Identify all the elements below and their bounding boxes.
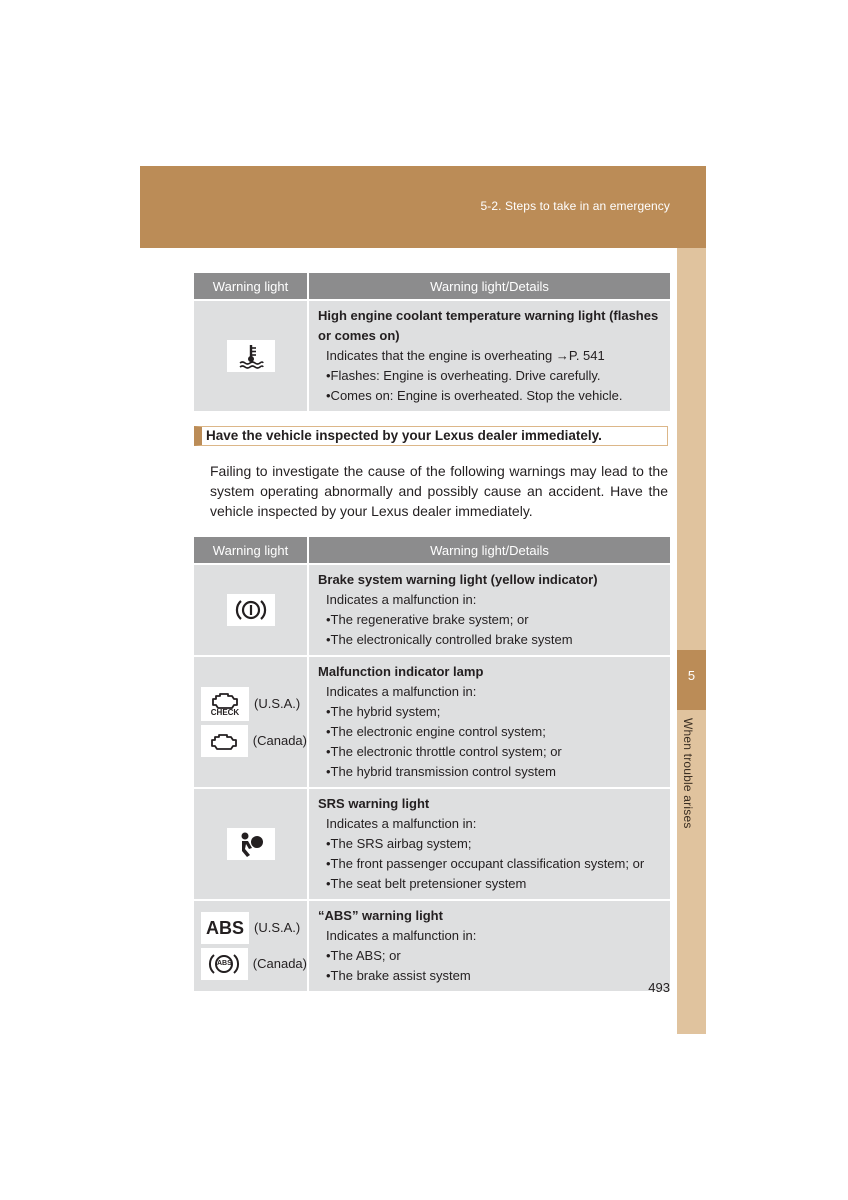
abs-text-icon (201, 912, 249, 944)
warning-indicates: Indicates that the engine is overheating →P. 541 (326, 348, 605, 363)
warning-title: Malfunction indicator lamp (318, 664, 484, 679)
warning-indicates: Indicates a malfunction in: (326, 816, 477, 831)
coolant-temperature-icon (227, 340, 275, 372)
chapter-number: 5 (687, 668, 696, 683)
warning-bullet: •Flashes: Engine is overheating. Drive carefully. (326, 368, 601, 383)
table-row (194, 656, 670, 788)
col-header-details: Warning light/Details (308, 537, 670, 564)
table-row (194, 564, 670, 656)
check-label: CHECK (210, 708, 240, 717)
warning-bullet: •The regenerative brake system; or (326, 612, 529, 627)
warning-title: SRS warning light (318, 796, 430, 811)
warning-table-2 (194, 537, 670, 991)
chapter-title: When trouble arises (681, 718, 695, 829)
warning-title: “ABS” warning light (318, 908, 443, 923)
page-number: 493 (648, 980, 670, 995)
section-title: Have the vehicle inspected by your Lexus dealer immediately. (194, 426, 668, 446)
warning-bullet: •The front passenger occupant classification system; or (326, 856, 645, 871)
warning-indicates: Indicates a malfunction in: (326, 684, 477, 699)
warning-table-1 (194, 273, 670, 411)
warning-indicates: Indicates a malfunction in: (326, 592, 477, 607)
side-tab-strip (677, 248, 706, 1034)
brake-warning-icon (227, 594, 275, 626)
intro-paragraph: Failing to investigate the cause of the following warnings may lead to the system operating abnormally and possibly cause an accident. Have the vehicle inspected by your Lexus dealer immediately. (210, 463, 668, 519)
warning-bullet: •The electronically controlled brake system (326, 632, 573, 647)
region-label: (U.S.A.) (254, 920, 301, 935)
srs-airbag-icon (227, 828, 275, 860)
table-row (194, 900, 670, 991)
engine-icon (201, 725, 248, 757)
warning-bullet: •The brake assist system (326, 968, 471, 983)
abs-circle-icon (201, 948, 248, 980)
table-row (194, 300, 670, 411)
warning-bullet: •The hybrid system; (326, 704, 441, 719)
warning-bullet: •The electronic throttle control system; or (326, 744, 562, 759)
warning-bullet: •The seat belt pretensioner system (326, 876, 527, 891)
warning-bullet: •The SRS airbag system; (326, 836, 472, 851)
section-header: 5-2. Steps to take in an emergency (480, 199, 670, 213)
warning-bullet: •The ABS; or (326, 948, 401, 963)
region-label: (Canada) (252, 733, 307, 748)
col-header-warning-light: Warning light (194, 537, 308, 564)
warning-bullet: •The electronic engine control system; (326, 724, 546, 739)
region-label: (Canada) (252, 956, 307, 971)
warning-indicates: Indicates a malfunction in: (326, 928, 477, 943)
check-engine-icon (201, 687, 249, 721)
warning-title: Brake system warning light (yellow indicator) (318, 572, 598, 587)
warning-bullet: •Comes on: Engine is overheated. Stop the vehicle. (326, 388, 623, 403)
table-row (194, 788, 670, 900)
warning-title: High engine coolant temperature warning light (flashes or comes on) (318, 308, 659, 343)
chapter-tab (677, 650, 706, 710)
abs-text: ABS (205, 918, 244, 938)
region-label: (U.S.A.) (254, 696, 301, 711)
header-band (140, 166, 706, 248)
abs-circle-text: ABS (217, 960, 232, 967)
col-header-details: Warning light/Details (308, 273, 670, 300)
col-header-warning-light: Warning light (194, 273, 308, 300)
warning-bullet: •The hybrid transmission control system (326, 764, 556, 779)
